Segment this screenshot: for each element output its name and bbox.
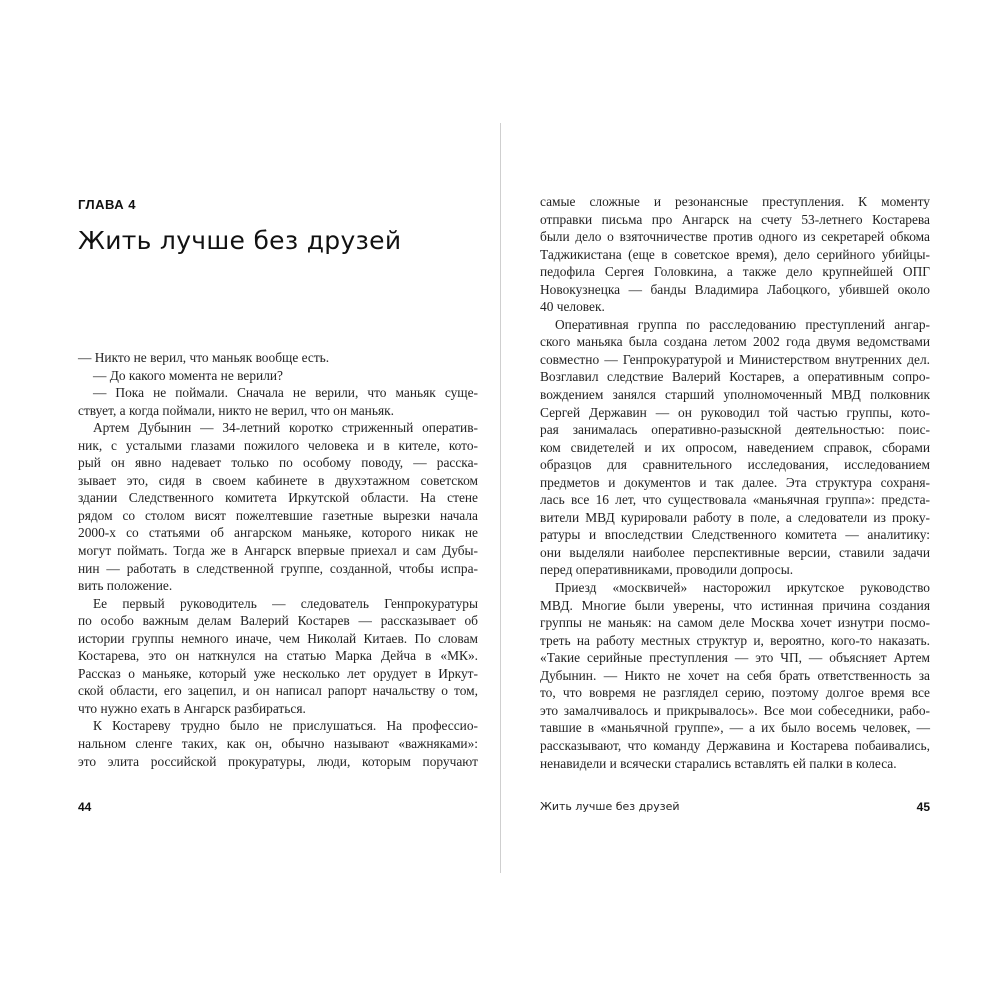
text-line: могут поймать. Тогда же в Ангарск впервые приехал и сам Дубы-	[78, 543, 478, 559]
text-line: Ее первый руководитель — следователь Генпрокуратуры	[93, 595, 478, 611]
text-line: нин — работать в следственной группе, созданной, чтобы испра-	[78, 560, 478, 576]
text-line: предметов и документов и так далее. Эта структура сохраня-	[540, 474, 930, 490]
text-line: ник, с усталыми глазами пожилого человека и в кителе, кото-	[78, 437, 478, 453]
text-line: это элита российской прокуратуры, люди, которым поручают	[78, 753, 478, 769]
text-line: это замалчивалось и прикрывалось». Все мои собеседники, рабо-	[540, 702, 930, 718]
chapter-title: Жить лучше без друзей	[78, 226, 402, 255]
text-line: — Никто не верил, что маньяк вообще есть.	[78, 350, 330, 365]
text-line: Приезд «москвичей» насторожил иркутское руководство	[555, 580, 930, 596]
text-line: рядом со столом висят пожелтевшие газетные вырезки начала	[78, 507, 478, 523]
text-line: ком свидетелей и их опросом, наведением справок, сборами	[540, 439, 930, 455]
text-line: Новокузнецка — банды Владимира Лабоцкого, убившей около	[540, 281, 930, 297]
text-line: ратуры и впоследствии Следственного комитета — аналитику:	[540, 527, 930, 543]
text-line: группы не маньяк: на самом деле Москва хочет изнутри посмо-	[540, 615, 930, 631]
page-number: 44	[78, 800, 92, 814]
text-line: Костарева, это он наткнулся на статью Марка Дейча в «МК».	[78, 648, 478, 664]
left-page-body-text	[78, 349, 478, 770]
text-line: Рассказ о маньяке, который уже несколько лет орудует в Иркут-	[78, 665, 478, 681]
text-line: Сергей Державин — он руководил той частью группы, кото-	[540, 404, 930, 420]
text-line: — Пока не поймали. Сначала не верили, что маньяк суще-	[93, 385, 478, 401]
text-line: 2000-х со статьями об ангарском маньяке, которого никак не	[78, 525, 478, 541]
running-title: Жить лучше без друзей	[540, 800, 680, 813]
text-line: К Костареву трудно было не прислушаться. На профессио-	[93, 718, 478, 734]
text-line: рая занималась оперативно-разыскной деятельностью: поис-	[540, 422, 930, 438]
text-line: вить положение.	[78, 578, 173, 594]
text-line: МВД. Многие были уверены, что истинная причина создания	[540, 597, 930, 613]
chapter-label: ГЛАВА 4	[78, 197, 137, 212]
text-line: они выделяли наиболее перспективные версии, ставили задачи	[540, 544, 930, 560]
text-line: нальном сленге таких, как он, обычно называют «важняками»:	[78, 736, 478, 752]
text-line: рассказывают, что команду Державина и Костарева побаивались,	[540, 737, 930, 753]
text-line: истории группы немного иначе, чем Николай Китаев. По словам	[78, 630, 478, 646]
text-line: по особо важным делам Валерий Костарев — рассказывает об	[78, 613, 478, 629]
text-line: «Такие серийные преступления — это ЧП, — объясняет Артем	[540, 650, 930, 666]
text-line: Оперативная группа по расследованию преступлений ангар-	[555, 316, 930, 332]
text-line: здании Следственного комитета Иркутской области. На стене	[78, 490, 478, 506]
text-line: ствует, а когда поймали, никто не верил, что он маньяк.	[78, 402, 394, 418]
text-line: были дело о взяточничестве против одного из секретарей обкома	[540, 229, 930, 245]
text-line: то, что вовремя не разглядел серию, поэтому долгое время все	[540, 685, 930, 701]
text-line: ненавидели и всячески старались вставлять ей палки в колеса.	[540, 755, 897, 771]
page-gutter-divider	[500, 123, 501, 873]
text-line: треть на работу местных структур и, вероятно, кого-то наказать.	[540, 632, 930, 648]
text-line: зывает это, сидя в своем кабинете в двухэтажном советском	[78, 472, 478, 488]
text-line: перед оперативниками, проводили допросы.	[540, 562, 794, 578]
page-number: 45	[916, 800, 930, 814]
text-line: самые сложные и резонансные преступления. К моменту	[540, 194, 930, 209]
text-line: Артем Дубынин — 34-летний коротко стриженный оператив-	[93, 420, 478, 436]
text-line: совместно — Генпрокуратурой и Министерством внутренних дел.	[540, 351, 930, 367]
text-line: тавшие в «маньячной группе», — а их было восемь человек, —	[540, 720, 930, 736]
text-line: 40 человек.	[540, 299, 605, 315]
text-line: — До какого момента не верили?	[93, 367, 283, 383]
text-line: Возглавил следствие Валерий Костарев, а оперативным сопро-	[540, 369, 930, 385]
text-line: образцов для сравнительного исследования, исследованием	[540, 457, 930, 473]
right-page-body-text	[540, 193, 930, 772]
text-line: Таджикистана (еще в советское время), дело серийного убийцы-	[540, 246, 930, 262]
text-line: ской области, его зацепил, и он написал рапорт начальству о том,	[78, 683, 478, 699]
text-line: рый он явно надевает только по особому поводу, — расска-	[78, 455, 478, 471]
text-line: ского маньяка была создана летом 2002 года двумя ведомствами	[540, 334, 930, 350]
text-line: лась все 16 лет, что существовала «маньячная группа»: предста-	[540, 492, 930, 508]
text-line: отправки письма про Ангарск на счету 53-летнего Костарева	[540, 211, 930, 227]
text-line: вители МВД курировали работу в поле, а следователи из проку-	[540, 509, 930, 525]
text-line: Дубынин. — Никто не хочет на себя брать ответственность за	[540, 667, 930, 683]
text-line: что нужно ехать в Ангарск разбираться.	[78, 700, 306, 716]
text-line: вождением занялся старший уполномоченный МВД полковник	[540, 387, 930, 403]
text-line: педофила Сергея Головкина, а также дело крупнейшей ОПГ	[540, 264, 930, 280]
